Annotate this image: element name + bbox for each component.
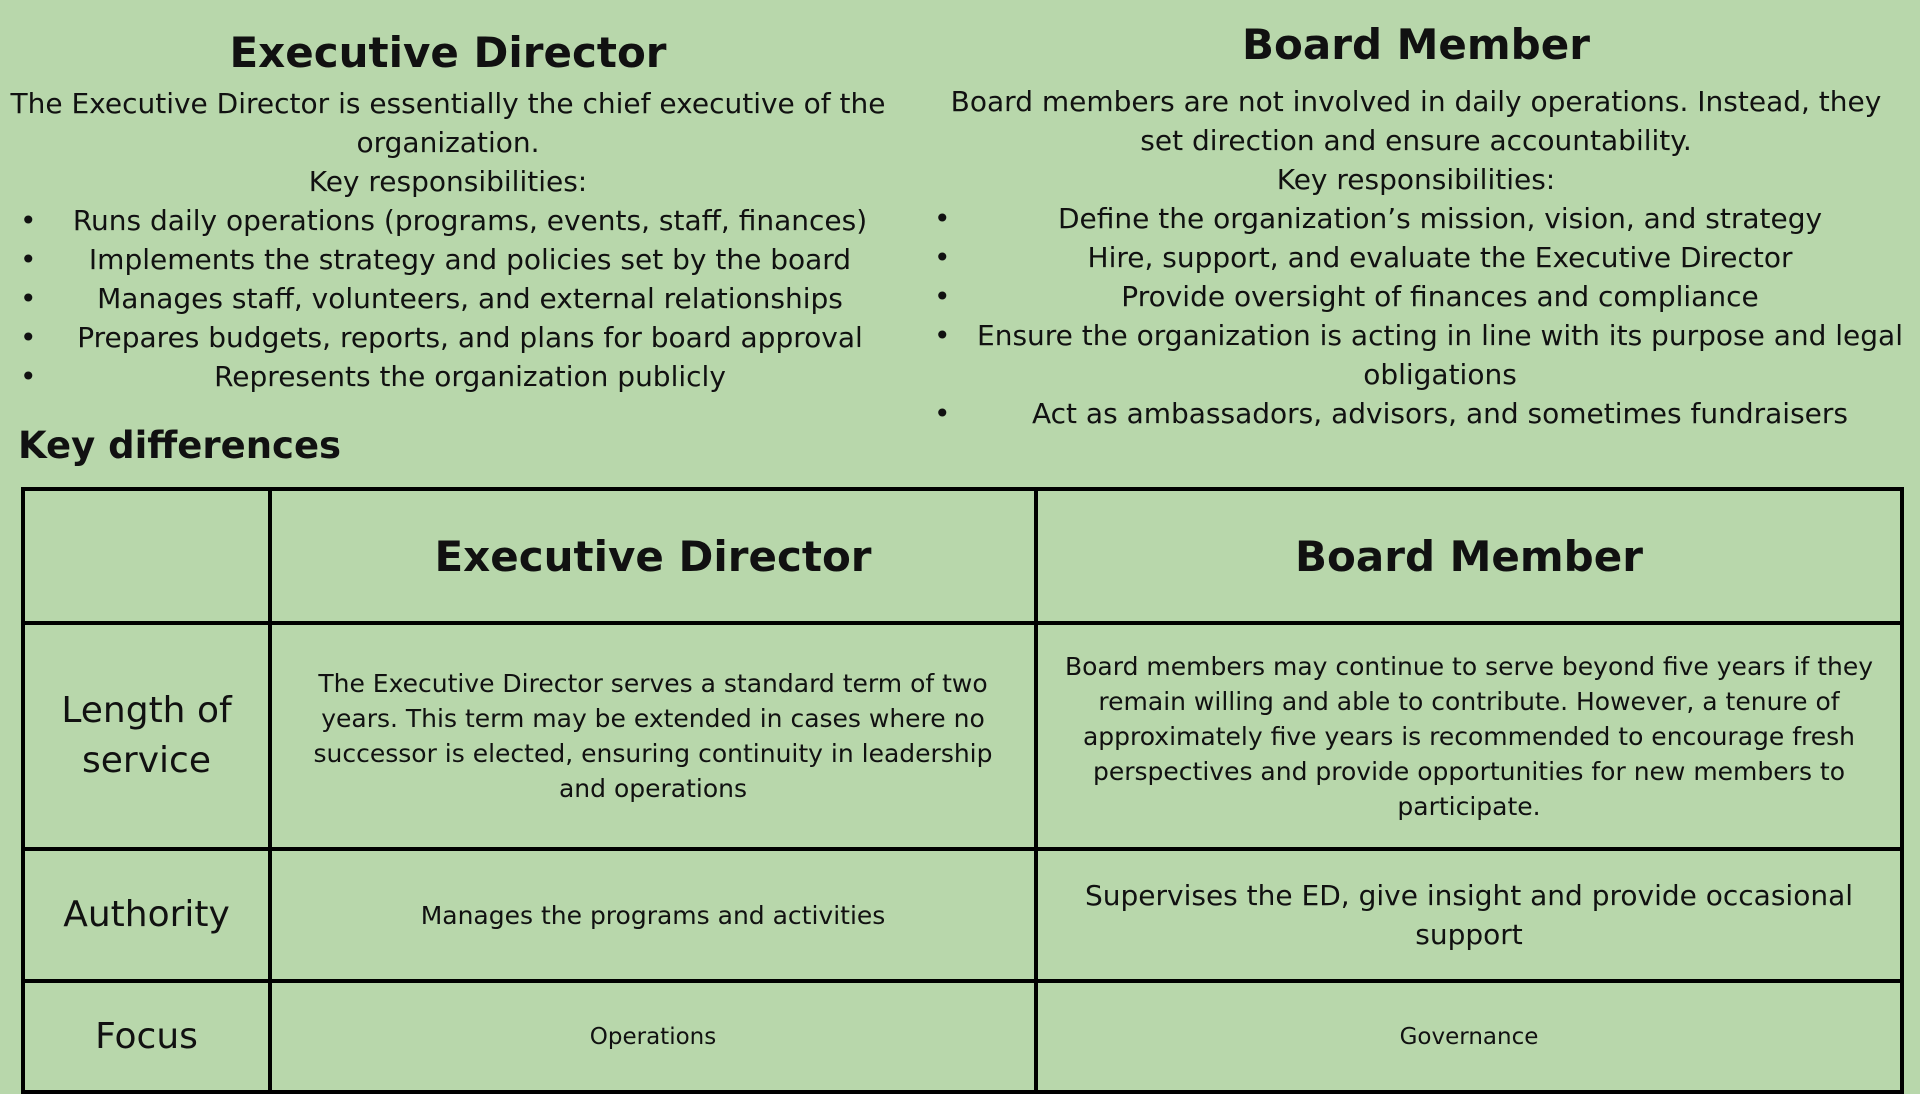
bullet-icon: • [934, 397, 951, 430]
key-differences-table [21, 487, 1904, 1094]
executive-director-title: Executive Director [229, 28, 667, 77]
executive-responsibilities-list [0, 201, 896, 396]
list-item: • Prepares budgets, reports, and plans for board approval [0, 318, 896, 357]
bullet-icon: • [20, 321, 37, 354]
bullet-icon: • [20, 360, 37, 393]
executive-director-intro: The Executive Director is essentially the chief executive of the organization. [10, 87, 886, 159]
table-header-executive-director: Executive Director [270, 489, 1036, 623]
row-label-length-of-service: Length of service [23, 623, 270, 849]
row-label-authority: Authority [23, 849, 270, 981]
board-member-intro: Board members are not involved in daily operations. Instead, they set direction and ensure accountability. [950, 85, 1882, 157]
row-label-focus: Focus [23, 981, 270, 1092]
list-item: • Implements the strategy and policies set by the board [0, 240, 896, 279]
list-item: • Manages staff, volunteers, and external relationships [0, 279, 896, 318]
cell-executive-authority: Manages the programs and activities [270, 849, 1036, 981]
bullet-icon: • [20, 282, 37, 315]
cell-board-focus: Governance [1036, 981, 1902, 1092]
cell-board-authority: Supervises the ED, give insight and provide occasional support [1036, 849, 1902, 981]
key-differences-heading: Key differences [18, 424, 342, 467]
cell-executive-length-of-service: The Executive Director serves a standard term of two years. This term may be extended in cases where no successor is elected, ensuring continuity in leadership and operations [270, 623, 1036, 849]
board-key-responsibilities-label: Key responsibilities: [1276, 163, 1556, 196]
list-item: • Runs daily operations (programs, events, staff, finances) [0, 201, 896, 240]
executive-key-responsibilities-label: Key responsibilities: [308, 165, 588, 198]
list-item: • Ensure the organization is acting in line with its purpose and legal obligations [918, 316, 1914, 394]
list-item: • Define the organization’s mission, vision, and strategy [918, 199, 1914, 238]
table-row [23, 623, 1902, 849]
cell-executive-focus: Operations [270, 981, 1036, 1092]
table-row [23, 849, 1902, 981]
list-item: • Hire, support, and evaluate the Executive Director [918, 238, 1914, 277]
bullet-icon: • [20, 243, 37, 276]
list-item: • Represents the organization publicly [0, 357, 896, 396]
list-item: • Provide oversight of finances and compliance [918, 277, 1914, 316]
table-header-row [23, 489, 1902, 623]
cell-board-length-of-service: Board members may continue to serve beyond five years if they remain willing and able to contribute. However, a tenure of approximately five years is recommended to encourage fresh perspectives and provide opportunities for new members to participate. [1036, 623, 1902, 849]
bullet-icon: • [20, 204, 37, 237]
bullet-icon: • [934, 202, 951, 235]
table-corner-cell [23, 489, 270, 623]
board-member-section [918, 18, 1914, 433]
board-responsibilities-list [918, 199, 1914, 433]
bullet-icon: • [934, 319, 951, 352]
executive-director-section [0, 26, 896, 396]
board-member-title: Board Member [1242, 20, 1590, 69]
bullet-icon: • [934, 241, 951, 274]
bullet-icon: • [934, 280, 951, 313]
list-item: • Act as ambassadors, advisors, and sometimes fundraisers [918, 394, 1914, 433]
table-header-board-member: Board Member [1036, 489, 1902, 623]
table-row [23, 981, 1902, 1092]
